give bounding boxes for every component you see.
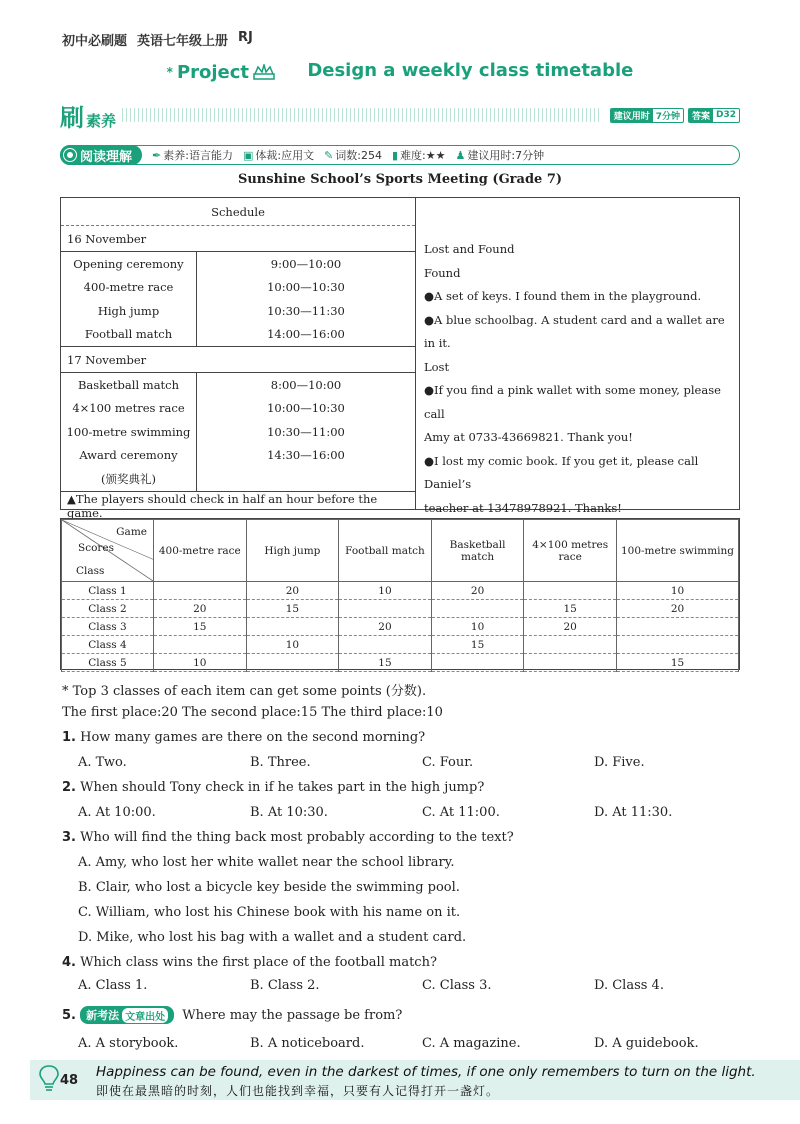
event-time: 10:30—11:00 — [267, 424, 345, 439]
meta-literacy: ✒ 素养:语言能力 — [152, 149, 233, 162]
page-number: 48 — [59, 1072, 79, 1088]
score-cell — [524, 582, 617, 600]
event-time: 14:30—16:00 — [267, 448, 345, 463]
question-2: 2. When should Tony check in if he takes part in the high jump? — [62, 780, 485, 795]
meta-genre: ▣ 体裁:应用文 — [242, 149, 315, 162]
event-name: Basketball match — [77, 377, 180, 392]
quote-english: Happiness can be found, even in the darkest of times, if one only remembers to turn on the light. — [96, 1064, 756, 1080]
found-item: in it. — [424, 336, 451, 350]
option[interactable]: C. At 11:00. — [422, 805, 500, 820]
score-cell — [431, 600, 524, 618]
section-title — [60, 98, 116, 133]
book-icon: ▣ — [242, 149, 254, 162]
event-time: 9:00—10:00 — [270, 256, 342, 271]
option[interactable]: A. Amy, who lost her white wallet near the school library. — [78, 855, 455, 870]
score-cell — [154, 636, 247, 654]
question-3: 3. Who will find the thing back most probably according to the text? — [62, 830, 514, 845]
quill-icon: ✒ — [152, 149, 162, 162]
lost-item: Amy at 0733-43669821. Thank you! — [424, 430, 633, 444]
score-cell — [524, 654, 617, 672]
answer-chip — [688, 108, 740, 123]
option[interactable]: D. Class 4. — [594, 978, 664, 993]
event-name: High jump — [97, 303, 160, 318]
lost-item: teacher at 13478978921. Thanks! — [424, 500, 622, 515]
dot-icon — [64, 149, 76, 161]
option[interactable]: B. A noticeboard. — [250, 1036, 365, 1051]
table-row — [62, 654, 739, 672]
lost-found-panel — [416, 198, 739, 515]
answer-chip-value: D32 — [716, 110, 736, 120]
score-cell — [154, 582, 247, 600]
book-edition: RJ — [238, 30, 253, 45]
event-time: 10:30—11:30 — [267, 303, 345, 318]
bell-icon: ♟ — [455, 149, 466, 162]
places-line: The first place:20 The second place:15 The third place:10 — [62, 705, 443, 720]
schedule-note: ▲The players should check in half an hour before the game. — [67, 492, 378, 520]
meta-difficulty: ▮ 难度:★★ — [392, 149, 446, 162]
notice-box — [60, 197, 740, 520]
option[interactable]: C. William, who lost his Chinese book with his name on it. — [78, 905, 461, 920]
schedule-day1 — [61, 252, 415, 347]
meta-time: ♟ 建议用时:7分钟 — [455, 149, 545, 162]
option[interactable]: D. Five. — [594, 755, 645, 770]
passage-title: Sunshine School’s Sports Meeting (Grade 7) — [237, 172, 563, 187]
event-time: 8:00—10:00 — [270, 377, 342, 392]
table-header: Football match — [339, 520, 432, 582]
section-title-main: 刷 — [60, 103, 84, 132]
page-footer — [30, 1060, 800, 1100]
score-cell — [339, 636, 432, 654]
score-cell — [617, 636, 739, 654]
option[interactable]: A. A storybook. — [78, 1036, 179, 1051]
scores-table-box — [60, 518, 740, 670]
book-subject: 英语七年级上册 — [137, 34, 229, 49]
meta-words: ✎ 词数:254 — [324, 149, 382, 162]
points-note: * Top 3 classes of each item can get some points (分数). — [62, 684, 427, 699]
section-bar — [60, 100, 740, 130]
project-title: Design a weekly class timetable — [307, 60, 634, 81]
event-time: 10:00—10:30 — [267, 401, 345, 416]
question-4: 4. Which class wins the first place of the football match? — [62, 955, 437, 970]
section-title-sub: 素养 — [86, 111, 117, 130]
score-cell: 15 — [524, 600, 617, 618]
score-cell: 10 — [154, 654, 247, 672]
found-item: ●A blue schoolbag. A student card and a wallet are — [424, 312, 725, 327]
schedule-panel — [61, 198, 416, 520]
book-name: 初中必刷题 — [62, 34, 128, 49]
event-name: Football match — [84, 327, 173, 342]
score-cell — [524, 636, 617, 654]
reading-label — [60, 145, 142, 165]
score-cell: 20 — [524, 618, 617, 636]
score-cell: 10 — [339, 582, 432, 600]
table-header: 4×100 metres race — [524, 520, 617, 582]
event-name: Award ceremony — [79, 448, 178, 463]
score-cell: 20 — [431, 582, 524, 600]
option[interactable]: B. At 10:30. — [250, 805, 328, 820]
event-time: 10:00—10:30 — [267, 280, 345, 295]
answer-chip-label: 答案 — [689, 109, 713, 122]
score-cell: 10 — [617, 582, 739, 600]
star-mark: * — [166, 65, 173, 79]
event-name: 400-metre race — [83, 280, 174, 295]
row-class: Class 4 — [62, 636, 154, 654]
new-method-badge: 新考法 文章出处 — [80, 1006, 174, 1024]
score-cell: 15 — [617, 654, 739, 672]
page-number-box — [30, 1060, 88, 1100]
event-name: 100-metre swimming — [66, 424, 191, 439]
project-label: Project — [176, 61, 250, 83]
table-row — [62, 618, 739, 636]
lightbulb-icon — [38, 1064, 60, 1092]
found-label: Found — [424, 265, 461, 280]
reading-info-bar — [60, 145, 740, 165]
question-5: 5. 新考法 文章出处 Where may the passage be from? — [62, 1008, 403, 1023]
option[interactable]: C. Class 3. — [422, 978, 492, 993]
found-item: ●A set of keys. I found them in the playground. — [424, 289, 702, 303]
option[interactable]: B. Class 2. — [250, 978, 320, 993]
table-header: High jump — [246, 520, 339, 582]
lost-label: Lost — [424, 359, 450, 374]
score-cell — [339, 600, 432, 618]
schedule-heading: Schedule — [61, 198, 415, 226]
scores-table — [61, 519, 739, 672]
question-1: 1. How many games are there on the second morning? — [62, 730, 426, 745]
schedule-day2-date: 17 November — [61, 347, 415, 373]
score-cell: 20 — [339, 618, 432, 636]
table-header: 400-metre race — [154, 520, 247, 582]
pen-icon: ✎ — [324, 149, 334, 162]
lost-found-title: Lost and Found — [424, 242, 515, 256]
corner-scores: Scores — [78, 542, 115, 554]
option[interactable]: A. At 10:00. — [78, 805, 156, 820]
option[interactable]: C. Four. — [422, 755, 474, 770]
bars-icon: ▮ — [392, 149, 399, 162]
score-cell: 20 — [617, 600, 739, 618]
score-cell: 20 — [154, 600, 247, 618]
table-corner — [62, 520, 154, 582]
option[interactable]: B. Clair, who lost a bicycle key beside the swimming pool. — [78, 880, 460, 895]
score-cell — [431, 654, 524, 672]
score-cell — [246, 654, 339, 672]
table-row — [62, 636, 739, 654]
schedule-day1-date: 16 November — [61, 226, 415, 252]
table-header: Basketball match — [431, 520, 524, 582]
event-name-note: (颁奖典礼) — [101, 471, 156, 486]
schedule-day2 — [61, 373, 415, 492]
option[interactable]: C. A magazine. — [422, 1036, 521, 1051]
row-class: Class 3 — [62, 618, 154, 636]
score-cell — [246, 618, 339, 636]
corner-game: Game — [116, 526, 147, 538]
time-chip — [610, 108, 684, 123]
score-cell: 20 — [246, 582, 339, 600]
row-class: Class 1 — [62, 582, 154, 600]
lost-item: ●I lost my comic book. If you get it, please call Daniel’s — [424, 453, 699, 491]
score-cell — [617, 618, 739, 636]
time-chip-value: 7分钟 — [655, 111, 680, 122]
crown-icon — [253, 64, 275, 80]
event-name: 4×100 metres race — [72, 401, 185, 416]
row-class: Class 2 — [62, 600, 154, 618]
reading-label-text: 阅读理解 — [80, 149, 133, 165]
score-cell: 15 — [431, 636, 524, 654]
book-header — [62, 30, 253, 49]
score-cell: 10 — [246, 636, 339, 654]
option[interactable]: D. Mike, who lost his bag with a wallet and a student card. — [78, 930, 467, 945]
event-time: 14:00—16:00 — [267, 327, 345, 342]
table-row — [62, 600, 739, 618]
score-cell: 15 — [246, 600, 339, 618]
table-row — [62, 582, 739, 600]
score-cell: 15 — [154, 618, 247, 636]
score-cell: 10 — [431, 618, 524, 636]
lost-item: ●If you find a pink wallet with some money, please call — [424, 383, 721, 421]
quote-chinese: 即使在最黑暗的时刻，人们也能找到幸福，只要有人记得打开一盏灯。 — [96, 1084, 500, 1098]
row-class: Class 5 — [62, 654, 154, 672]
corner-class: Class — [76, 565, 105, 577]
project-heading — [0, 60, 800, 83]
option[interactable]: A. Two. — [78, 755, 127, 770]
time-chip-label: 建议用时 — [611, 109, 653, 122]
decorative-stripe — [122, 108, 600, 122]
event-name: Opening ceremony — [73, 256, 184, 271]
score-cell: 15 — [339, 654, 432, 672]
option[interactable]: D. A guidebook. — [594, 1036, 699, 1051]
option[interactable]: D. At 11:30. — [594, 805, 673, 820]
table-header: 100-metre swimming — [617, 520, 739, 582]
option[interactable]: A. Class 1. — [78, 978, 148, 993]
option[interactable]: B. Three. — [250, 755, 311, 770]
